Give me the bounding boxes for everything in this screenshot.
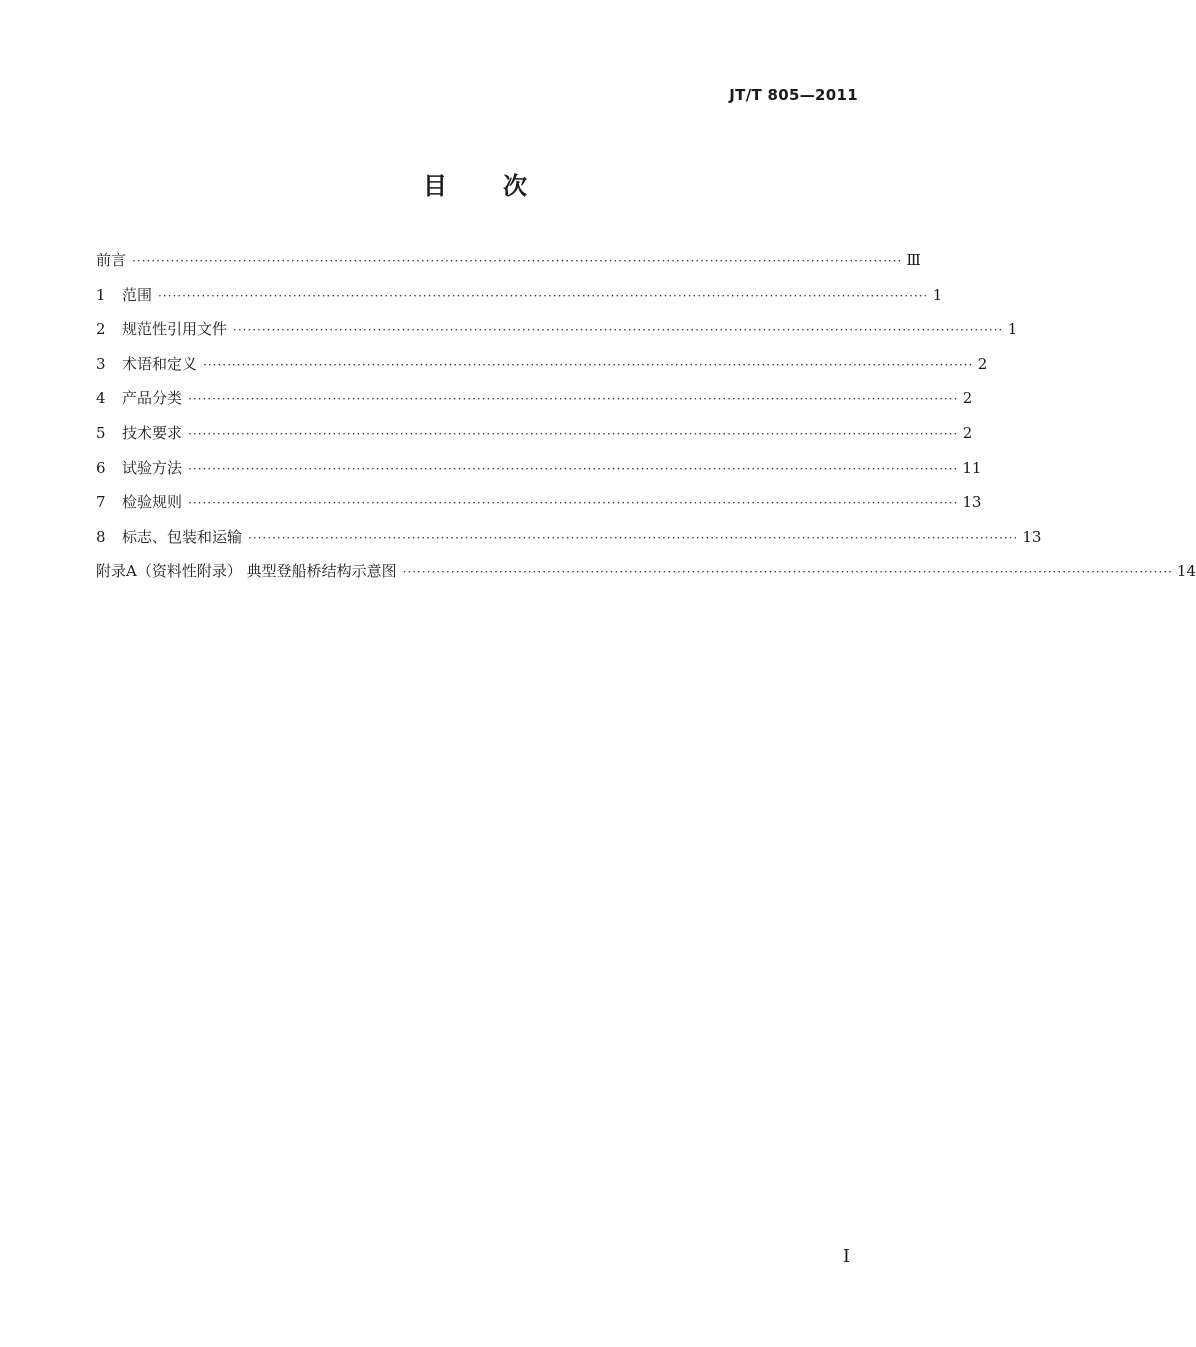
toc-entry-page: Ⅲ <box>906 251 921 269</box>
toc-entry-page: 2 <box>962 423 973 442</box>
toc-entry-4[interactable] <box>96 386 973 421</box>
toc-entry-page: 13 <box>962 493 982 512</box>
toc-entry-5[interactable] <box>96 421 973 456</box>
toc-entry-page: 11 <box>962 458 982 477</box>
dot-leader: ································································································································································ <box>233 323 1004 338</box>
dot-leader: ································································································································································ <box>248 530 1019 545</box>
toc-entry-label: 产品分类 <box>122 389 183 408</box>
dot-leader: ································································································································································ <box>188 461 959 476</box>
toc-entry-page: 1 <box>932 285 943 304</box>
toc-entry-label: 附录A（资料性附录） 典型登船桥结构示意图 <box>96 562 397 581</box>
dot-leader: ································································································································································ <box>188 496 959 511</box>
table-of-contents <box>96 248 1196 594</box>
toc-entry-label: 范围 <box>122 285 153 304</box>
toc-entry-8[interactable] <box>96 525 1042 560</box>
toc-entry-label: 前言 <box>96 251 127 269</box>
toc-entry-page: 1 <box>1007 320 1018 339</box>
dot-leader: ································································································································································ <box>402 565 1173 580</box>
toc-entry-page: 2 <box>977 354 988 373</box>
toc-entry-number: 3 <box>96 354 106 373</box>
page-number: I <box>842 1246 850 1267</box>
dot-leader: ································································································································································ <box>158 288 929 303</box>
toc-entry-number: 5 <box>96 423 106 442</box>
toc-entry-label: 试验方法 <box>122 458 183 477</box>
toc-entry-number: 6 <box>96 458 106 477</box>
page-title: 目次 <box>423 172 583 200</box>
toc-entry-label: 术语和定义 <box>122 354 198 373</box>
toc-entry-number: 1 <box>96 285 106 304</box>
toc-entry-2[interactable] <box>96 317 1018 352</box>
toc-entry-3[interactable] <box>96 352 988 387</box>
toc-entry-number: 4 <box>96 389 106 408</box>
dot-leader: ································································································································································ <box>203 357 974 372</box>
toc-entry-label: 规范性引用文件 <box>122 320 228 339</box>
toc-entry-number: 8 <box>96 527 106 546</box>
toc-entry-7[interactable] <box>96 490 982 525</box>
toc-entry-page: 13 <box>1022 527 1042 546</box>
toc-entry-foreword[interactable] <box>96 248 921 283</box>
toc-entry-appendix-a[interactable] <box>96 559 1196 594</box>
toc-entry-6[interactable] <box>96 456 982 491</box>
dot-leader: ································································································································································ <box>188 392 959 407</box>
toc-entry-number: 7 <box>96 493 106 512</box>
document-number: JT/T 805—2011 <box>729 86 858 104</box>
toc-entry-label: 技术要求 <box>122 423 183 442</box>
toc-entry-1[interactable] <box>96 283 943 318</box>
dot-leader: ································································································································································ <box>188 426 959 441</box>
toc-entry-page: 14 <box>1176 562 1196 581</box>
toc-entry-number: 2 <box>96 320 106 339</box>
toc-entry-page: 2 <box>962 389 973 408</box>
dot-leader: ································································································································································ <box>132 254 903 268</box>
toc-entry-label: 检验规则 <box>122 493 183 512</box>
toc-entry-label: 标志、包装和运输 <box>122 527 243 546</box>
